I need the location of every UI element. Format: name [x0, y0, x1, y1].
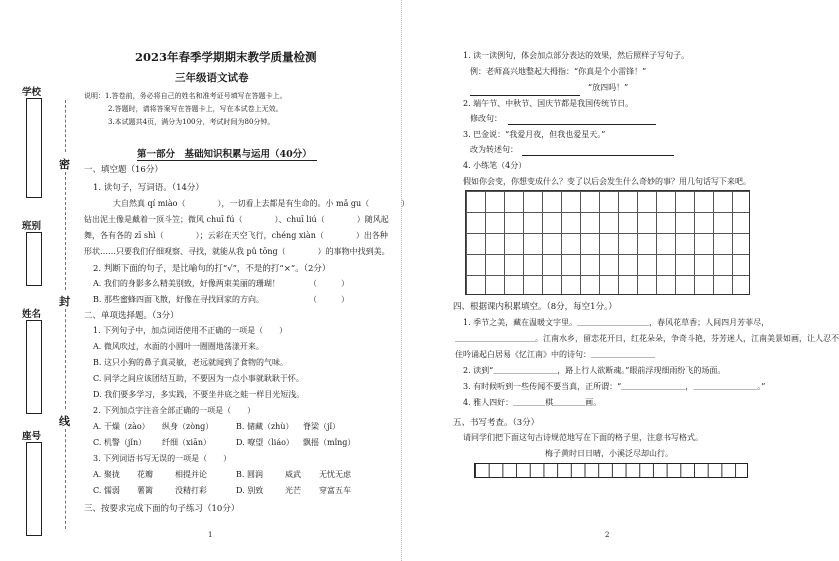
seal-line-segment	[65, 172, 66, 290]
instruction-note: 2.答题时，请将答案写在答题卡上，写在本试卷上无效。	[108, 105, 283, 113]
question-title: 1. 下列句子中，加点词语使用不正确的一项是（ ）	[93, 326, 288, 335]
section-sentence-practice: 三、按要求完成下面的句子练习（10分）	[84, 504, 240, 514]
question-line: 舞，各有各的 zī shì（ ）；云彩在天空飞行，chéng xiàn（ ）出各种	[84, 231, 388, 240]
judge-item-b: B. 那些蜜蜂四面飞散，好像在寻找回家的方向。	[93, 295, 264, 304]
question-title: 3. 巴金说：“我爱月夜，但我也爱星天。”	[463, 130, 606, 139]
example-sentence: 例：老师高兴地整起大拇指：“你真是个小雷锋！”	[470, 67, 647, 76]
judge-item-a: A. 我们的身影多么精美别致，好像两束美丽的珊瑚！	[93, 279, 280, 288]
seal-char-mi: 密	[59, 158, 70, 171]
answer-line[interactable]	[508, 124, 656, 125]
choice-option: 光芒	[285, 486, 301, 495]
choice-option: D. 我们要多学习，多实践，不要坐井底之蛙一样目光短浅。	[93, 390, 305, 399]
choice-option: 纤细（xiān）	[162, 438, 211, 447]
class-label: 班别	[22, 221, 42, 232]
question-title: 1. 读一读例句，体会加点部分表达的效果，然后照样子写句子。	[463, 51, 690, 60]
question-title: 2. 端午节、中秋节、国庆节都是我国传统节日。	[463, 99, 634, 108]
answer-blank[interactable]: （ ）	[309, 295, 349, 304]
choice-option: A. 干燥（zào）	[93, 422, 150, 431]
section-recall: 四、根据课内积累填空。（8分，每空1分。）	[453, 302, 617, 312]
choice-option: D. 嘹望（liáo）	[236, 438, 294, 447]
school-label: 学校	[22, 87, 42, 98]
choice-option: C. 同学之间应该团结互助，不要因为一点小事就耿耿于怀。	[93, 374, 304, 383]
choice-option: B. 圆润	[236, 470, 263, 479]
name-field[interactable]	[26, 320, 42, 414]
fill-line: 2. 读到“＿＿＿＿＿＿＿＿，路上行人欲断魂。”眼前浮现细雨纷飞的场面。	[463, 366, 726, 375]
fill-line: 4. 雅人四好：＿＿＿＿棋＿＿＿＿画。	[463, 398, 602, 407]
question-line: 大自然真 qí miào（ ），一切看上去都是有生命的。小 mǎ gu（ ）	[113, 199, 410, 208]
exam-title: 2023年春季学期期末教学质量检测	[135, 50, 317, 64]
section-fill-blank: 一、填空题（16分）	[84, 165, 163, 175]
choice-option: 飘摇（mǐng）	[303, 438, 356, 447]
section-handwriting: 五、书写考查。（3分）	[453, 418, 540, 428]
seat-label: 座号	[22, 431, 42, 442]
prompt-label: 改为转述句：	[470, 145, 518, 154]
question-title: 3. 下列词语书写无误的一项是（ ）	[93, 454, 232, 463]
choice-option: B. 这只小狗的鼻子真灵敏，老远就闻到了食物的气味。	[93, 358, 288, 367]
choice-option: 花瓣	[137, 470, 153, 479]
choice-option: 没精打彩	[175, 486, 207, 495]
class-field[interactable]	[26, 232, 42, 286]
fill-line: ＿＿＿＿＿＿＿＿＿＿。江南水乡，留恋花开日，红花朵朵，争奇斗艳，芬芳迷人，江南美景如画，让人忍不	[455, 334, 839, 343]
seal-char-feng: 封	[59, 295, 70, 308]
handwriting-grid[interactable]	[474, 463, 748, 478]
question-title: 4. 小练笔（4分）	[463, 161, 527, 170]
choice-option: 穿富五车	[319, 486, 351, 495]
example-sentence-end: “放四吗！”	[588, 83, 629, 92]
page-number: 2	[605, 531, 610, 539]
fill-line: 3. 有时候听到一些传闻不要当真，正所谓：“＿＿＿＿＿＿＿＿，＿＿＿＿＿＿＿＿。”	[463, 382, 766, 391]
question-title: 2. 下列加点字注音全部正确的一项是（ ）	[93, 406, 256, 415]
question-title: 2. 判断下面的句子，是比喻句的打“√”，不是的打“×”。（2分）	[93, 264, 331, 274]
heading-underline	[137, 160, 317, 161]
choice-option: C. 懦弱	[93, 486, 120, 495]
instruction-note: 3.本试题共4页，满分为100分，考试时间为80分钟。	[108, 118, 275, 126]
page-number: 1	[208, 531, 213, 539]
choice-option: A. 聚拢	[93, 470, 120, 479]
exam-subtitle: 三年级语文试卷	[175, 72, 249, 84]
poem-line: 梅子黄时日日晴，小溪泛尽却山行。	[545, 449, 673, 458]
choice-option: 威武	[285, 470, 301, 479]
composition-grid[interactable]	[465, 190, 750, 295]
question-desc: 请同学们把下面这句古诗规范地写在下面的格子里，注意书写格式。	[463, 433, 703, 442]
section-single-choice: 二、单项选择题。（3分）	[84, 311, 179, 321]
choice-option: B. 储藏（zhù）	[236, 422, 294, 431]
choice-option: A. 微风吹过，水面的小圆叶一圈圈地荡漾开来。	[93, 342, 264, 351]
answer-line	[470, 95, 580, 96]
answer-line[interactable]	[522, 155, 674, 156]
instruction-note: 说明：1.答卷前，务必将自己的姓名和准考证号填写在答题卡上。	[84, 92, 287, 100]
question-title: 1. 读句子，写词语。（14分）	[93, 183, 204, 193]
seal-char-xian: 线	[59, 415, 70, 428]
seal-line-segment	[65, 309, 66, 409]
choice-option: C. 机警（jǐn）	[93, 438, 147, 447]
school-field[interactable]	[26, 98, 42, 198]
choice-option: 无忧无虑	[319, 470, 351, 479]
page-fold-line	[401, 0, 402, 561]
choice-option: 相提并论	[175, 470, 207, 479]
seal-line-segment	[65, 100, 66, 152]
choice-option: D. 别致	[236, 486, 264, 495]
choice-option: 脊梁（jǐ）	[303, 422, 341, 431]
fill-line: 住吟诵起白居易《忆江南》中的诗句：＿＿＿＿＿＿＿＿	[455, 350, 655, 359]
choice-option: 薯篱	[137, 486, 153, 495]
question-desc: 假如你会变，你想变成什么？变了以后会发生什么奇妙的事？用几句话写下来吧。	[463, 177, 751, 186]
question-line: 形状……只要我们仔细观察、寻找，就能从我 pǔ tōng（ ）的事物中找到美。	[84, 247, 390, 256]
question-line: 钻出泥土像是戴着一顶斗笠；微风 chuī fú（ ）、chuī liú（ ）随风起	[84, 215, 389, 224]
fill-line: 1. 季节之美，藏在温暖文字里。＿＿＿＿＿＿＿＿＿，春风花草香；人间四月芳菲尽，	[463, 318, 770, 327]
seat-field[interactable]	[26, 442, 42, 536]
answer-blank[interactable]: （ ）	[309, 279, 349, 288]
seal-line-segment	[65, 429, 66, 529]
choice-option: 纵身（zòng）	[162, 422, 214, 431]
prompt-label: 修改句：	[470, 114, 502, 123]
name-label: 姓名	[22, 309, 42, 320]
part1-heading: 第一部分 基础知识积累与运用（40分）	[137, 149, 312, 160]
